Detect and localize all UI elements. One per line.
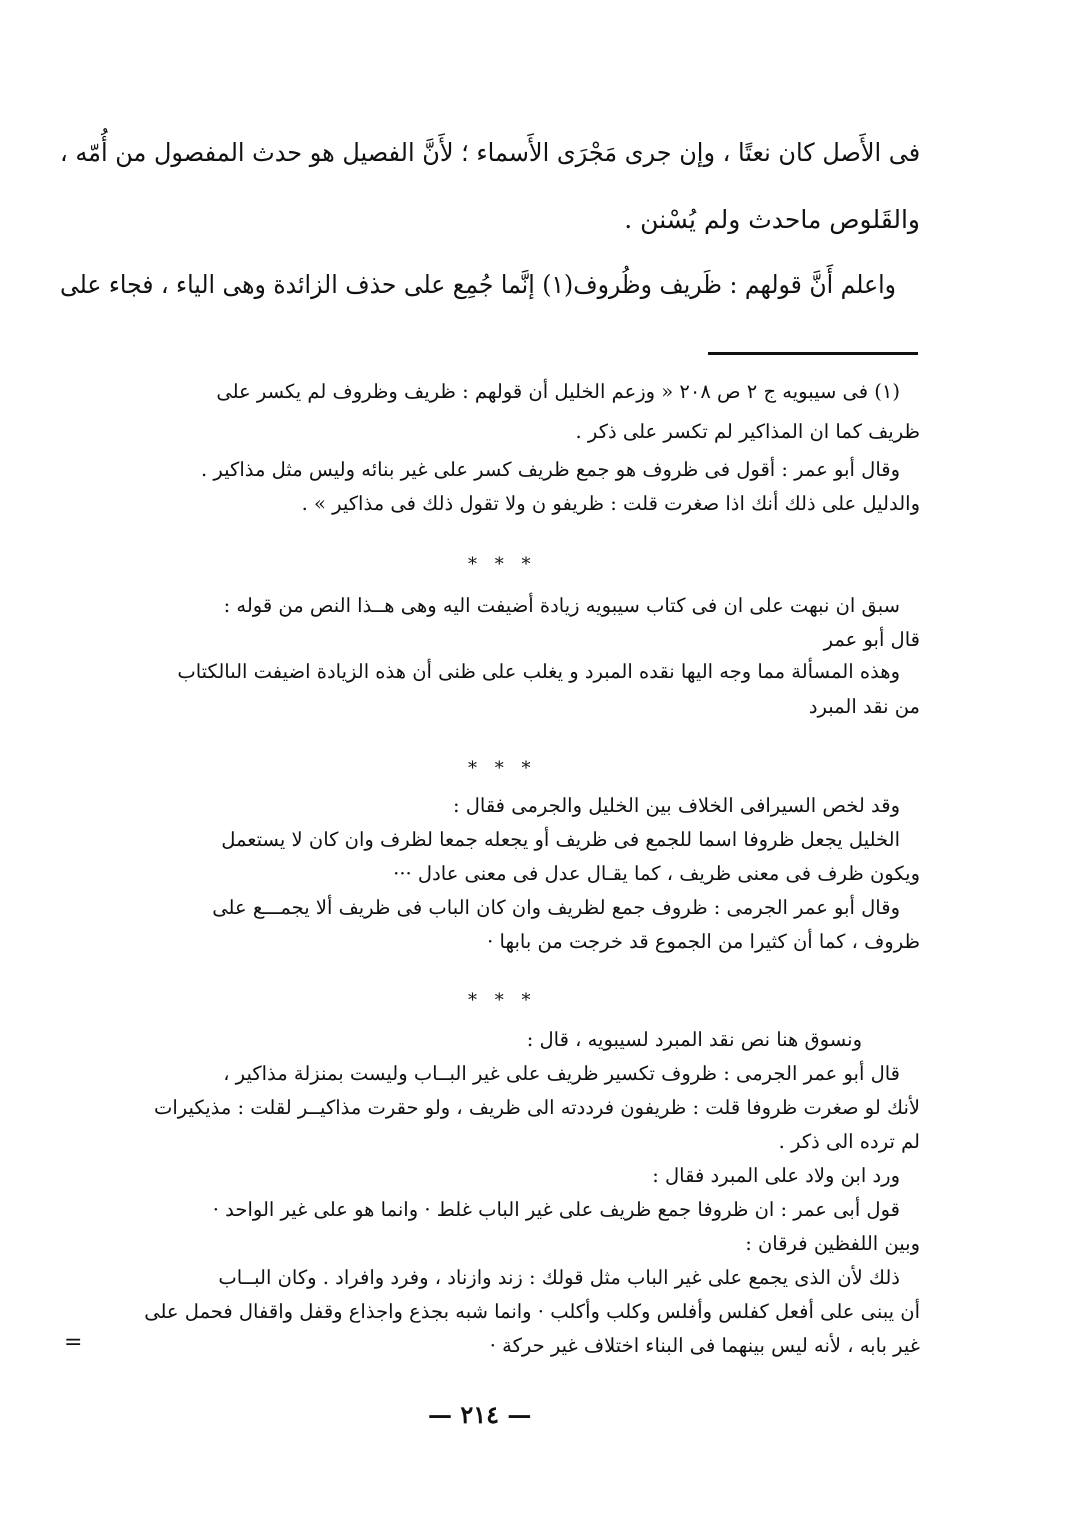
section3-line-1: وقد لخص السيرافى الخلاف بين الخليل والجرمى فقال : xyxy=(452,794,900,817)
section4-line-7: وبين اللفظين فرقان : xyxy=(745,1232,920,1255)
section2-line-1: سبق ان نبهت على ان فى كتاب سيبويه زيادة أضيفت اليه وهى هــذا النص من قوله : xyxy=(223,594,900,617)
footnote-line-4: والدليل على ذلك أنك اذا صغرت قلت : ظريفو ن ولا تقول ذلك فى مذاكير » . xyxy=(301,492,920,515)
footnote-line-1: (١) فى سيبويه ج ٢ ص ٢٠٨ « وزعم الخليل أن قولهم : ظريف وظروف لم يكسر على xyxy=(216,380,900,403)
section4-line-5: ورد ابن ولاد على المبرد فقال : xyxy=(652,1164,900,1187)
main-text-line-1: فى الأَصل كان نعتًا ، وإن جرى مَجْرَى الأَسماء ؛ لأَنَّ الفصيل هو حدث المفصول من أُمّه ، xyxy=(59,138,920,167)
section4-line-6: قول أبى عمر : ان ظروفا جمع ظريف على غير الباب غلط · وانما هو على غير الواحد · xyxy=(212,1198,900,1221)
section4-line-3: لأنك لو صغرت ظروفا قلت : ظريفون فرددته الى ظريف ، ولو حقرت مذاكيــر لقلت : مذيكيرات xyxy=(154,1096,920,1119)
footnote-line-2: ظريف كما ان المذاكير لم تكسر على ذكر . xyxy=(575,420,920,443)
section3-line-2: الخليل يجعل ظروفا اسما للجمع فى ظريف أو يجعله جمعا لظرف وان كان لا يستعمل xyxy=(221,828,900,851)
main-text-line-2: والقَلوص ماحدث ولم يُسْنن . xyxy=(624,205,920,234)
section2-line-3: وهذه المسألة مما وجه اليها نقده المبرد و يغلب على ظنى أن هذه الزيادة اضيفت الىالكتاب xyxy=(177,660,900,683)
continuation-mark: = xyxy=(64,1330,83,1355)
main-text-line-3: واعلم أَنَّ قولهم : ظَريف وظُروف(١) إنَّما جُمِع على حذف الزائدة وهى الياء ، فجاء على xyxy=(59,270,896,299)
section4-line-2: قال أبو عمر الجرمى : ظروف تكسير ظريف على غير البــاب وليست بمنزلة مذاكير ، xyxy=(223,1062,900,1085)
footnote-separator-rule xyxy=(708,352,918,355)
page-number: — ٢١٤ — xyxy=(428,1400,532,1429)
footnote-line-3: وقال أبو عمر : أقول فى ظروف هو جمع ظريف كسر على غير بنائه وليس مثل مذاكير . xyxy=(201,458,900,481)
section2-line-2: قال أبو عمر xyxy=(823,628,920,651)
section3-line-3: ويكون ظرف فى معنى ظريف ، كما يقـال عدل فى معنى عادل ··· xyxy=(393,862,920,885)
section2-line-4: من نقد المبرد xyxy=(808,695,920,718)
section-separator-1: * * * xyxy=(468,554,537,575)
section4-line-4: لم ترده الى ذكر . xyxy=(778,1130,920,1153)
section4-line-10: غير بابه ، لأنه ليس بينهما فى البناء اختلاف غير حركة · xyxy=(489,1334,920,1357)
section4-line-8: ذلك لأن الذى يجمع على غير الباب مثل قولك : زند وازناد ، وفرد وافراد . وكان البــاب xyxy=(218,1266,900,1289)
section4-line-9: أن يبنى على أفعل كفلس وأفلس وكلب وأكلب · وانما شبه بجذع واجذاع وقفل واقفال فحمل على xyxy=(144,1300,920,1323)
section3-line-4: وقال أبو عمر الجرمى : ظروف جمع لظريف وان كان الباب فى ظريف ألا يجمـــع على xyxy=(212,896,900,919)
section3-line-5: ظروف ، كما أن كثيرا من الجموع قد خرجت من بابها · xyxy=(487,930,920,953)
section-separator-3: * * * xyxy=(468,990,537,1011)
section-separator-2: * * * xyxy=(468,758,537,779)
section4-line-1: ونسوق هنا نص نقد المبرد لسيبويه ، قال : xyxy=(526,1028,862,1051)
